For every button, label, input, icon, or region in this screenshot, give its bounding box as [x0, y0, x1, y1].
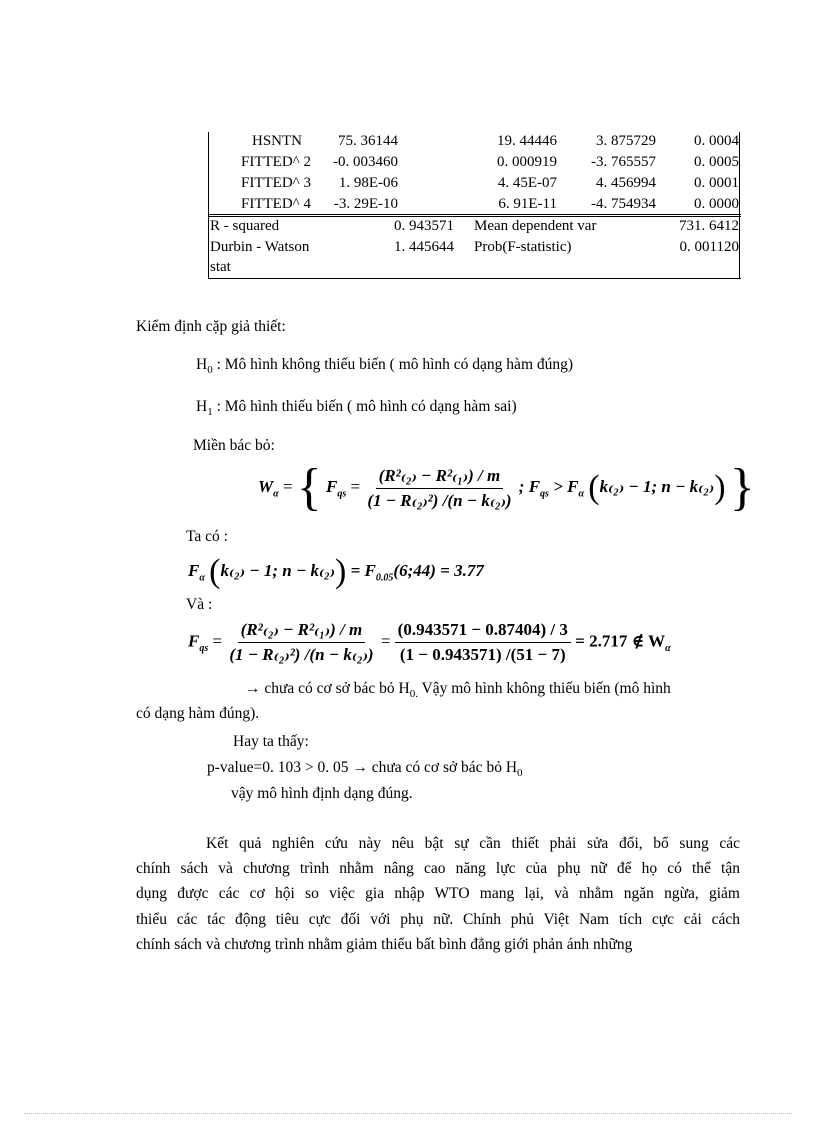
falpha-args: k₍₂₎ − 1; n − k₍₂₎	[220, 560, 336, 580]
conclusion-sub: 0.	[409, 688, 418, 701]
table-cell-p: 0. 0004	[694, 133, 739, 149]
vay-line: vậy mô hình định dạng đúng.	[231, 785, 413, 802]
stat-value: 0. 943571	[394, 218, 454, 234]
regression-table	[208, 132, 741, 279]
w-cond: ; F	[518, 476, 541, 496]
w-cond2: > F	[548, 476, 579, 496]
w-cond-sub: qs	[540, 488, 549, 500]
table-row-label: FITTED^ 3	[241, 175, 311, 191]
fqs-fraction	[364, 466, 514, 511]
table-cell-coef: -3. 29E-10	[333, 196, 398, 212]
table-cell-coef: 75. 36144	[338, 133, 398, 149]
fqs-calc-result-sub: α	[665, 642, 671, 654]
fqs-calc-numeric-num: (0.943571 − 0.87404) / 3	[395, 620, 571, 643]
table-cell-se: 0. 000919	[497, 154, 557, 170]
mien-bac-bo-label: Miền bác bỏ:	[193, 437, 275, 454]
left-brace: {	[296, 459, 322, 516]
h0-text: : Mô hình không thiếu biến ( mô hình có dạng hàm đúng)	[212, 356, 574, 373]
table-divider-bottom	[208, 216, 741, 217]
kiem-dinh-heading: Kiểm định cặp giả thiết:	[136, 318, 286, 335]
fqs-calc-formula: $F_{qs}$ = $\frac{\text{(R²₍₂₎ − R²₍₁₎) / m}}{\text{(1 − R₍₂₎²) /(n − k₍₂₎)}}$ = $\frac{(0.943571 - 0.87404) / 3}{(1 - 0.943571) /(51 - 7)}$ = 2.717 ∉ $W_\alpha$	[188, 620, 671, 664]
falpha-rhs-sub: 0.05	[375, 572, 394, 584]
table-cell-t: 3. 875729	[596, 133, 656, 149]
pvalue-sub: 0	[517, 767, 523, 780]
pvalue-text: p-value=0. 103 > 0. 05 → chưa có cơ sở bác bỏ H	[207, 759, 518, 776]
table-divider-top	[208, 214, 741, 215]
stat-value: 1. 445644	[394, 239, 454, 255]
fqs-numerator: (R²₍₂₎ − R²₍₁₎) / m	[376, 466, 504, 489]
falpha-sub: α	[199, 572, 205, 584]
fqs-calc-symbol: F	[188, 631, 200, 651]
table-cell-t: -4. 754934	[591, 196, 656, 212]
falpha-value: (6;44) = 3.77	[393, 560, 484, 580]
table-cell-coef: -0. 003460	[333, 154, 398, 170]
stat-label: R - squared	[210, 218, 280, 234]
table-cell-p: 0. 0005	[694, 154, 739, 170]
h1-sub: 1	[207, 406, 213, 419]
table-cell-t: -3. 765557	[591, 154, 656, 170]
fqs-calc-general-num: (R²₍₂₎ − R²₍₁₎) / m	[238, 620, 366, 643]
w-cond2-sub: α	[578, 488, 585, 500]
right-brace: }	[729, 459, 755, 516]
fqs-calc-numeric-den: (1 − 0.943571) /(51 − 7)	[399, 645, 566, 664]
stat-value2: 0. 001120	[679, 239, 739, 255]
stat-label-cont: stat	[210, 259, 231, 275]
h0-symbol: H	[196, 356, 208, 373]
stat-value2: 731. 6412	[679, 218, 739, 234]
rejection-region-formula: $W_\alpha$ = { $F_{qs}$ = $\frac{\text{(R²₍₂₎ − R²₍₁₎) / m}}{\text{(1 − R₍₂₎²) /(n − k₍₂₎)}}$ ; $F_{qs} > F_\alpha$ (k₍₂₎ − 1; n − k₍₂₎) }	[258, 459, 755, 516]
conclusion-line-2: có dạng hàm đúng).	[136, 705, 260, 722]
fqs-sub: qs	[337, 488, 347, 500]
table-row-label: HSNTN	[252, 133, 303, 149]
conclusion-b: Vậy mô hình không thiếu biến (mô hình	[417, 680, 671, 697]
h1-text: : Mô hình thiếu biến ( mô hình có dạng hàm sai)	[212, 398, 517, 415]
table-right-border	[739, 132, 740, 279]
stat-label2: Mean dependent var	[474, 218, 597, 234]
table-left-border	[208, 132, 209, 279]
fqs-calc-general-den: (1 − R₍₂₎²) /(n − k₍₂₎)	[229, 645, 374, 664]
fqs-calc-sub: qs	[199, 642, 209, 654]
hypothesis-h1	[196, 398, 517, 418]
hay-ta-thay: Hay ta thấy:	[233, 733, 309, 750]
hypothesis-h0	[196, 356, 573, 376]
para-line: thiểu các tác động tiêu cực đối với phụ nữ. Chính phủ Việt Nam tích cực cải cách	[136, 910, 740, 928]
table-cell-coef: 1. 98E-06	[338, 175, 398, 191]
para-line: chính sách và chương trình nhằm nâng cao năng lực của phụ nữ để họ có thể tận	[136, 860, 740, 878]
table-cell-t: 4. 456994	[596, 175, 656, 191]
table-cell-se: 4. 45E-07	[497, 175, 557, 191]
va-label: Và :	[186, 596, 213, 613]
table-row-label: FITTED^ 4	[241, 196, 311, 212]
fqs-calc-result: = 2.717 ∉ W	[575, 631, 666, 651]
para-line: Kết quả nghiên cứu này nêu bật sự cần thiết phải sửa đổi, bổ sung các	[206, 835, 740, 852]
w-symbol: W	[258, 476, 274, 496]
conclusion-a: → chưa có cơ sở bác bỏ H	[245, 680, 410, 697]
h0-sub: 0	[207, 364, 213, 377]
fqs-calc-general-fraction	[226, 620, 376, 665]
f-alpha-formula: $F_\alpha$ (k₍₂₎ − 1; $n - k_{(2)}) = F_{0.05}(6;44) = 3.77$	[188, 553, 484, 590]
h1-symbol: H	[196, 398, 208, 415]
pvalue-line	[207, 759, 523, 779]
falpha-symbol: F	[188, 560, 200, 580]
page-bottom-rule	[24, 1113, 792, 1114]
conclusion-line-1	[245, 680, 671, 700]
stat-label2: Prob(F-statistic)	[474, 239, 572, 255]
falpha-rhs: = F	[350, 560, 376, 580]
table-cell-se: 19. 44446	[497, 133, 557, 149]
w-args: k₍₂₎ − 1; n − k₍₂₎	[599, 476, 715, 496]
stat-label: Durbin - Watson	[210, 239, 310, 255]
ta-co-label: Ta có :	[186, 528, 228, 545]
table-bottom-border	[208, 278, 741, 279]
para-line: dụng được các cơ hội so việc gia nhập WTO mang lại, và nhằm ngăn ngừa, giảm	[136, 885, 740, 903]
table-cell-p: 0. 0001	[694, 175, 739, 191]
fqs-denominator: (1 − R₍₂₎²) /(n − k₍₂₎)	[367, 490, 512, 510]
fqs-calc-numeric-fraction	[395, 620, 571, 665]
fqs-symbol: F	[325, 476, 338, 496]
table-row-label: FITTED^ 2	[241, 154, 311, 170]
table-cell-se: 6. 91E-11	[498, 196, 557, 212]
w-sub: α	[273, 488, 279, 500]
table-cell-p: 0. 0000	[694, 196, 739, 212]
closing-paragraph	[136, 831, 740, 957]
para-line: chính sách và chương trình nhằm giảm thiểu bất bình đẳng giới phản ánh những	[136, 935, 633, 953]
